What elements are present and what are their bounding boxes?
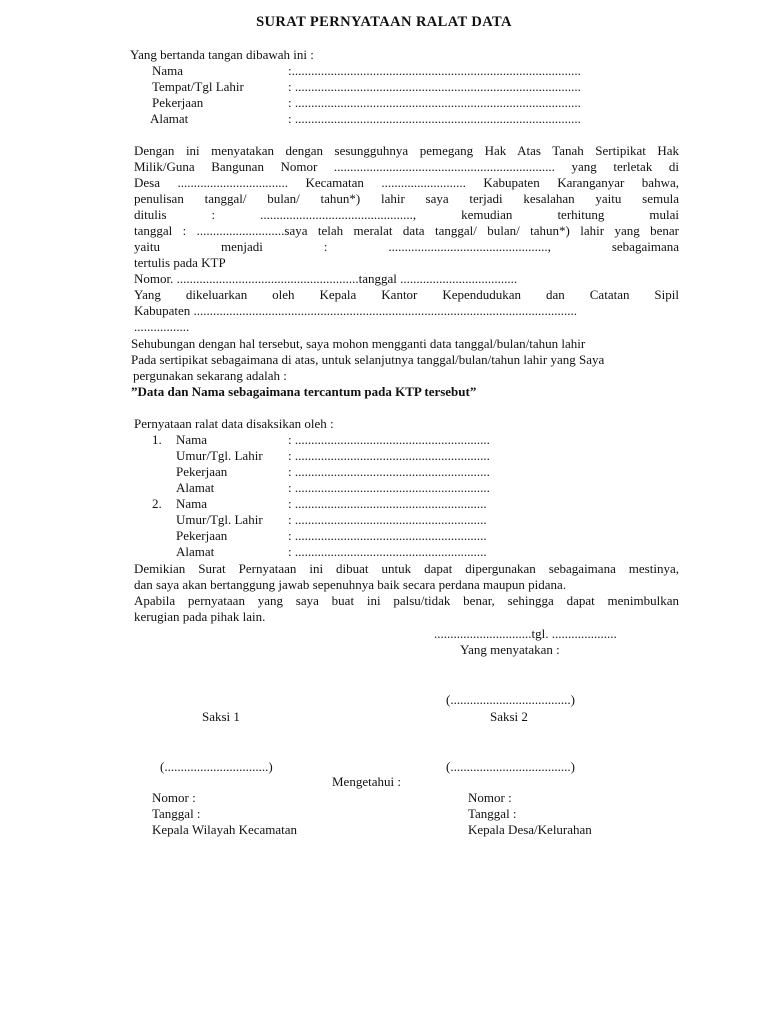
declarant-signature-label: Yang menyatakan : [460,642,560,657]
closing-line: dan saya akan bertanggung jawab sepenuhnya baik secara perdana maupun pidana. [134,577,567,592]
statement-line: tertulis pada KTP [134,255,226,270]
witness-1-value-job: : ............................................................ [288,464,490,479]
intro-text: Yang bertanda tangan dibawah ini : [130,47,314,62]
place-date-line: ..............................tgl. .................... [434,626,617,641]
witness-2-label-age: Umur/Tgl. Lahir [176,512,263,527]
emphasis-statement: ”Data dan Nama sebagaimana tercantum pada KTP tersebut” [131,384,477,399]
witness-1-signature-name: (................................) [160,759,273,774]
witness-1-label-job: Pekerjaan [176,464,228,479]
statement-line: yaitu menjadi : ................................................., sebagaimana [134,239,679,254]
statement-line: tanggal : ...........................saya telah meralat data tanggal/ bulan/ tahun*) lahir yang benar [134,223,679,238]
declarant-value-nama: :......................................................................................... [288,63,581,78]
declarant-value-job: : ........................................................................................ [288,95,581,110]
statement-line: Dengan ini menyatakan dengan sesungguhnya pemegang Hak Atas Tanah Sertipikat Hak [134,143,679,158]
approval-right-tanggal: Tanggal : [468,806,517,821]
approval-left-office: Kepala Wilayah Kecamatan [152,822,298,837]
witness-1-label-nama: Nama [176,432,208,447]
witness-1-value-address: : ............................................................ [288,480,490,495]
witness-1-value-nama: : ............................................................ [288,432,490,447]
witness-2-number: 2. [152,496,162,511]
witness-1-value-age: : ............................................................ [288,448,490,463]
statement-line: penulisan tanggal/ bulan/ tahun*) lahir saya terjadi kesalahan yaitu semula [134,191,679,206]
request-line: pergunakan sekarang adalah : [133,368,287,383]
statement-line: Yang dikeluarkan oleh Kepala Kantor Kependudukan dan Catatan Sipil [134,287,679,302]
witness-1-label-address: Alamat [176,480,215,495]
statement-line: ditulis : ..............................................., kemudian terhitung mulai [134,207,679,222]
approval-right-office: Kepala Desa/Kelurahan [468,822,592,837]
declarant-label-job: Pekerjaan [152,95,204,110]
witness-1-label-age: Umur/Tgl. Lahir [176,448,263,463]
statement-line: Milik/Guna Bangunan Nomor .................................................................... yang terletak di [134,159,679,174]
closing-line: Demikian Surat Pernyataan ini dibuat untuk dapat dipergunakan sebagaimana mestinya, [134,561,679,576]
witness-1-signature-label: Saksi 1 [202,709,240,724]
witness-2-label-address: Alamat [176,544,215,559]
witness-2-label-nama: Nama [176,496,208,511]
approval-right-nomor: Nomor : [468,790,512,805]
witness-1-number: 1. [152,432,162,447]
declarant-value-birth: : ........................................................................................ [288,79,581,94]
closing-line: Apabila pernyataan yang saya buat ini palsu/tidak benar, sehingga dapat menimbulkan [134,593,679,608]
document-title: SURAT PERNYATAAN RALAT DATA [256,14,512,30]
statement-line: Desa .................................. Kecamatan .......................... Kabupaten Karanganyar bahwa, [134,175,679,190]
witness-2-value-nama: : ........................................................... [288,496,487,511]
declarant-label-birth: Tempat/Tgl Lahir [152,79,244,94]
witness-2-signature-name: (.....................................) [446,759,575,774]
request-line: Sehubungan dengan hal tersebut, saya mohon mengganti data tanggal/bulan/tahun lahir [131,336,586,351]
witness-2-signature-label: Saksi 2 [490,709,528,724]
statement-line: ................. [134,319,190,334]
witness-2-label-job: Pekerjaan [176,528,228,543]
statement-line: Nomor. ........................................................tanggal .................................... [134,271,518,286]
declarant-label-address: Alamat [150,111,189,126]
witness-intro: Pernyataan ralat data disaksikan oleh : [134,416,334,431]
approval-left-nomor: Nomor : [152,790,196,805]
witness-2-value-job: : ........................................................... [288,528,487,543]
approval-left-tanggal: Tanggal : [152,806,201,821]
closing-line: kerugian pada pihak lain. [134,609,266,624]
witness-2-value-address: : ........................................................... [288,544,487,559]
declarant-signature-name: (.....................................) [446,692,575,707]
witness-2-value-age: : ........................................................... [288,512,487,527]
request-line: Pada sertipikat sebagaimana di atas, untuk selanjutnya tanggal/bulan/tahun lahir yang Saya [131,352,605,367]
declarant-label-nama: Nama [152,63,184,78]
acknowledged-label: Mengetahui : [332,774,401,789]
statement-line: Kabupaten ...................................................................................................................... [134,303,578,318]
declarant-value-address: : ........................................................................................ [288,111,581,126]
